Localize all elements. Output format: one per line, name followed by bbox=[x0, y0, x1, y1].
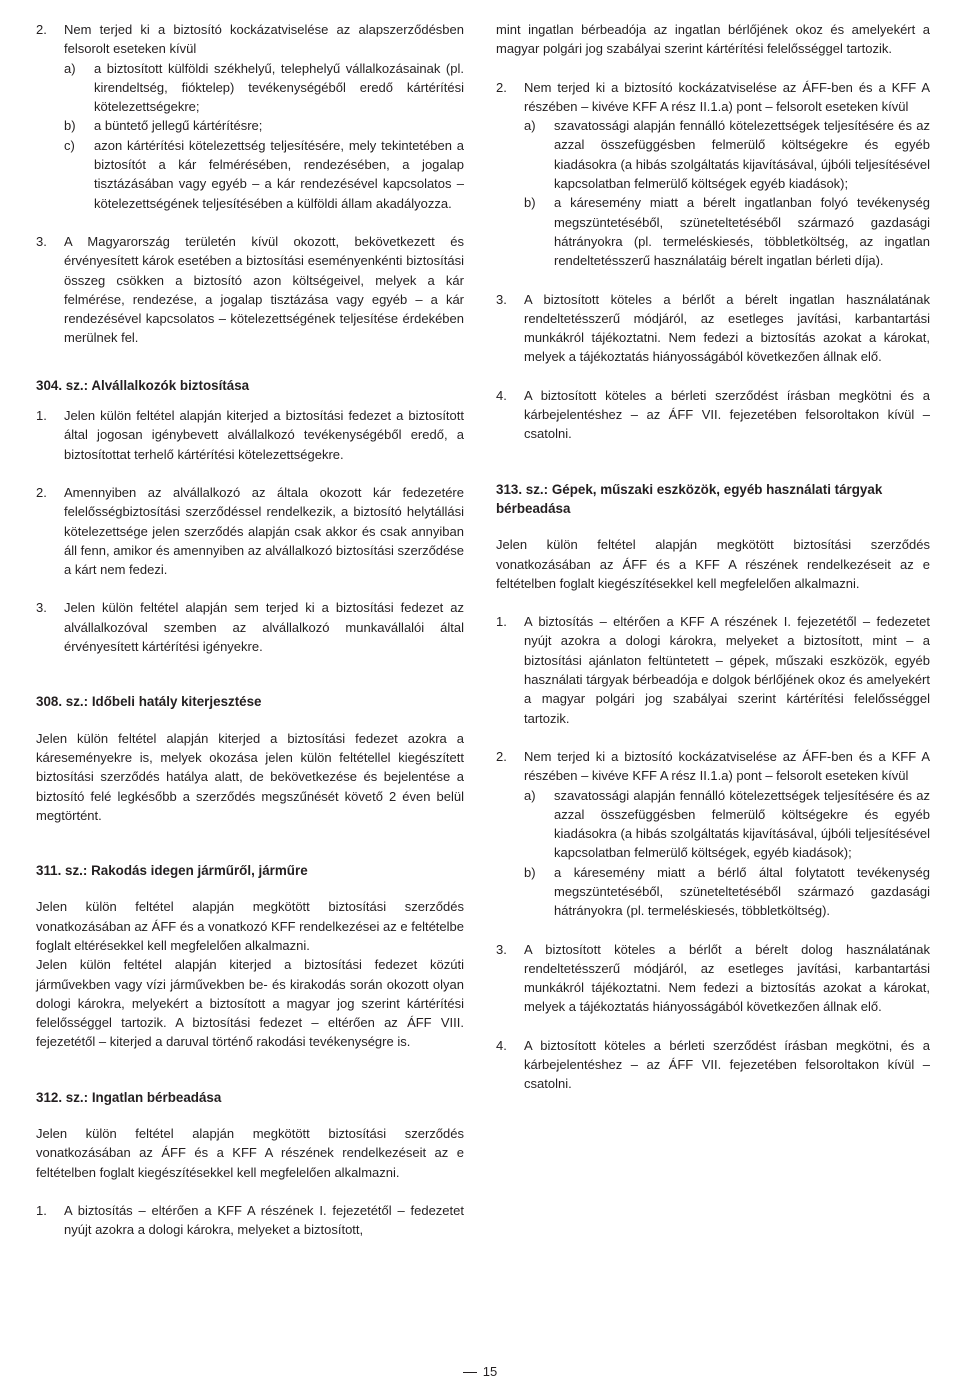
paragraph: A biztosítás – eltérően a KFF A részének I. fejezetétől – fedezetet nyújt azokra a dologi károkra, melyeket a biztosított, bbox=[64, 1202, 464, 1238]
sub-item bbox=[524, 193, 930, 270]
page-number: 15 bbox=[482, 1364, 498, 1379]
list-item bbox=[496, 290, 930, 367]
sub-item-text: a káresemény miatt a bérlő által folytatott tevékenység megszüntetéséből, szüneteltetéséből származó gazdasági hátrányokra (pl. termeléskiesés, többletköltség). bbox=[554, 864, 930, 919]
paragraph: Amennyiben az alvállalkozó az általa okozott kár fedezetére felelősségbiztosítási szerződéssel rendelkezik, a biztosító helytállási kötelezettsége jelen szerződés alapján csak akkor és csak annyiban áll fenn, amikor és amennyiben az alvállalkozó biztosítási szerződése a kárt nem fedezi. bbox=[64, 484, 464, 578]
paragraph: Jelen külön feltétel alapján sem terjed ki a biztosítási fedezet az alvállalkozóval szemben az alvállalkozó munkavállalói által érvényesített kártérítési igényekre. bbox=[64, 600, 464, 655]
paragraph: A Magyarország területén kívül okozott, bekövetkezett és érvényesített károk esetében a biztosítási eseményenkénti biztosítási összeg csökken a biztosító azon költségeivel, melyek a kár felmérése, rendezése, a jogalap tisztázása vagy egyéb – a kár rendezésével kapcsolatos – kötelezettségének teljesítése érdekében merülnek fel. bbox=[64, 233, 464, 346]
page-number-dash bbox=[463, 1372, 477, 1373]
left-column bbox=[36, 20, 464, 1240]
list-item bbox=[496, 78, 930, 271]
paragraph: Jelen külön feltétel alapján kiterjed a biztosítási fedezet azokra a káreseményekre is, melyek okozása jelen külön feltétellel kiegészített biztosítási szerződés hatálya alatt, de bekövetkezése és bejelentése a biztosító felé legkésőbb a szerződés megszűnését követő 2 éven belül megtörtént. bbox=[36, 730, 464, 823]
list-item bbox=[496, 747, 930, 921]
sub-item-mark: b) bbox=[524, 864, 536, 880]
paragraph: A biztosítás – eltérően a KFF A részének I. fejezetétől – fedezetet nyújt azokra a dologi károkra, melyeket a biztosított, mint – a biztosítási ajánlaton feltüntetett – gépek, műszaki eszközök, egyéb használati tárgyak bérbeadója e dolgok bérlőjének okoz és amelyekért a magyar polgári jog szabályai szerint kártérítési felelősséggel tartozik. bbox=[524, 614, 930, 726]
sub-item-mark: c) bbox=[64, 137, 75, 153]
list-item bbox=[36, 232, 464, 348]
paragraph: mint ingatlan bérbeadója az ingatlan bérlőjének okoz és amelyekért a magyar polgári jog szabályai szerint kártérítési felelősséggel tartozik. bbox=[496, 22, 930, 57]
sub-item-mark: b) bbox=[524, 195, 536, 211]
section-heading: 313. sz.: Gépek, műszaki eszközök, egyéb használati tárgyak bérbeadása bbox=[496, 481, 883, 516]
item-number: 1. bbox=[36, 408, 47, 424]
item-number: 2. bbox=[496, 79, 507, 95]
sub-item-mark: a) bbox=[524, 118, 536, 134]
paragraph: Jelen külön feltétel alapján megkötött biztosítási szerződés vonatkozásában az ÁFF és a vonatkozó KFF rendelkezései az e feltételbe foglalt eltérésekkel kell megfelelően alkalmazni. bbox=[36, 899, 464, 953]
paragraph: Nem terjed ki a biztosító kockázatviselése az alapszerződésben felsorolt eseteken kívül bbox=[64, 22, 464, 57]
sub-item-text: a káresemény miatt a bérelt ingatlanban folyó tevékenység megszüntetéséből, szüneteltetéséből származó gazdasági hátrányokra (pl. termeléskiesés, többletköltség, az ingatlan rendeltetésszerű használatáig bérelt ingatlan bérleti díja). bbox=[554, 195, 930, 269]
sub-item bbox=[64, 136, 464, 213]
sub-item-text: azon kártérítési kötelezettség teljesítésére, mely tekintetében a biztosítót a kár felmérésében, rendezésében, a jogalap tisztázásában vagy egyéb – a kár rendezésével kapcsolatos – kötelezettségének teljesítésében a külföldi állam akadályozza. bbox=[94, 137, 464, 211]
sub-item-text: a büntető jellegű kártérítésre; bbox=[94, 118, 263, 134]
list-item bbox=[36, 20, 464, 213]
list-item bbox=[496, 940, 930, 1017]
paragraph: A biztosított köteles a bérleti szerződést írásban megkötni, és a kárbejelentéshez – az ÁFF VII. fejezetében felsoroltakon kívül – csatolni. bbox=[524, 1037, 930, 1092]
sub-item bbox=[524, 786, 930, 863]
list-item bbox=[36, 406, 464, 464]
right-column bbox=[496, 20, 930, 1094]
sub-item bbox=[524, 116, 930, 193]
item-number: 3. bbox=[36, 600, 47, 616]
item-number: 1. bbox=[36, 1202, 47, 1218]
item-number: 1. bbox=[496, 614, 507, 630]
paragraph: Jelen külön feltétel alapján megkötött biztosítási szerződés vonatkozásában az ÁFF és a KFF A részének rendelkezéseit az e feltételben foglalt kiegészítésekkel kell megfelelően alkalmazni. bbox=[496, 537, 930, 591]
sub-item bbox=[64, 116, 464, 135]
section-heading: 308. sz.: Időbeli hatály kiterjesztése bbox=[36, 694, 262, 710]
list-item bbox=[496, 1036, 930, 1094]
section-heading: 312. sz.: Ingatlan bérbeadása bbox=[36, 1089, 222, 1105]
list-item bbox=[496, 612, 930, 728]
item-number: 2. bbox=[496, 748, 507, 764]
sub-item-mark: b) bbox=[64, 118, 76, 134]
item-number: 3. bbox=[36, 233, 47, 249]
paragraph: A biztosított köteles a bérlőt a bérelt ingatlan használatának rendeltetésszerű módjáról, az esetleges javítási, karbantartási munkákról tájékoztatni. Nem fedezi a biztosítás azokat a károkat, melyek a tájékoztatás hiányosságából következően állnak elő. bbox=[524, 291, 930, 365]
paragraph: Jelen külön feltétel alapján kiterjed a biztosítási fedezet közúti járművekben vagy vízi járművekben be- és kirakodás során okozott olyan dologi károkra, melyekért a biztosított a magyar jog szerint kártérítési felelősséggel tartozik. A biztosítási fedezet – eltérően az ÁFF VIII. fejezetétől – kiterjed a daruval történő rakodási tevékenységre is. bbox=[36, 957, 464, 1050]
sub-item-text: szavatossági alapján fennálló kötelezettségek teljesítésére és az azzal összefüggésben felmerülő költségekre és egyéb kiadásokra (a hibás szolgáltatás kijavításával, újbóli teljesítésével kapcsolatban felmerülő költségek, egyéb kiadások); bbox=[554, 787, 930, 861]
sub-item bbox=[524, 863, 930, 921]
item-number: 4. bbox=[496, 1037, 507, 1053]
list-item bbox=[496, 386, 930, 444]
sub-item bbox=[64, 59, 464, 117]
paragraph: Nem terjed ki a biztosító kockázatviselése az ÁFF-ben és a KFF A részében – kivéve KFF A rész II.1.a) pont – felsorolt eseteken kívül bbox=[524, 748, 930, 784]
sub-item-mark: a) bbox=[524, 787, 536, 803]
sub-item-text: szavatossági alapján fennálló kötelezettségek teljesítésére és az azzal összefüggésben felmerülő költségekre és egyéb kiadásokra (a hibás szolgáltatás kijavításával, újbóli teljesítésével kapcsolatban felmerülő költségek egyéb kiadások); bbox=[554, 118, 930, 192]
paragraph: Nem terjed ki a biztosító kockázatviselése az ÁFF-ben és a KFF A részében – kivéve KFF A rész II.1.a) pont – felsorolt eseteken kívül bbox=[524, 79, 930, 114]
page-footer bbox=[0, 1364, 960, 1379]
paragraph: Jelen külön feltétel alapján kiterjed a biztosítási fedezet a biztosított által jogosan igénybevett alvállalkozó tevékenységéből eredő, a biztosítottat terhelő kártérítési kötelezettségekre. bbox=[64, 408, 464, 462]
paragraph: Jelen külön feltétel alapján megkötött biztosítási szerződés vonatkozásában az ÁFF és a KFF A részének rendelkezéseit az e feltételben foglalt kiegészítésekkel kell megfelelően alkalmazni. bbox=[36, 1126, 464, 1180]
section-heading: 304. sz.: Alvállalkozók biztosítása bbox=[36, 377, 250, 393]
sub-item-mark: a) bbox=[64, 60, 76, 76]
item-number: 2. bbox=[36, 22, 47, 37]
item-number: 4. bbox=[496, 387, 507, 403]
item-number: 3. bbox=[496, 291, 507, 307]
item-number: 2. bbox=[36, 484, 47, 500]
list-item bbox=[36, 483, 464, 579]
section-heading: 311. sz.: Rakodás idegen járműről, járműre bbox=[36, 863, 308, 879]
paragraph: A biztosított köteles a bérleti szerződést írásban megkötni és a kárbejelentéshez – az ÁFF VII. fejezetében felsoroltakon kívül – csatolni. bbox=[524, 387, 930, 442]
list-item bbox=[36, 598, 464, 656]
paragraph: A biztosított köteles a bérlőt a bérelt dolog használatának rendeltetésszerű módjáról, az esetleges javítási, karbantartási munkákról tájékoztatni. Nem fedezi a biztosítás azokat a károkat, melyek a tájékoztatás hiányosságából következően állnak elő. bbox=[524, 941, 930, 1015]
list-item bbox=[36, 1201, 464, 1240]
sub-item-text: a biztosított külföldi székhelyű, telephelyű vállalkozásainak (pl. kirendeltség, fióktelep) tevékenységéből eredő kártérítési kötelezettségekre; bbox=[94, 60, 464, 115]
item-number: 3. bbox=[496, 941, 507, 957]
